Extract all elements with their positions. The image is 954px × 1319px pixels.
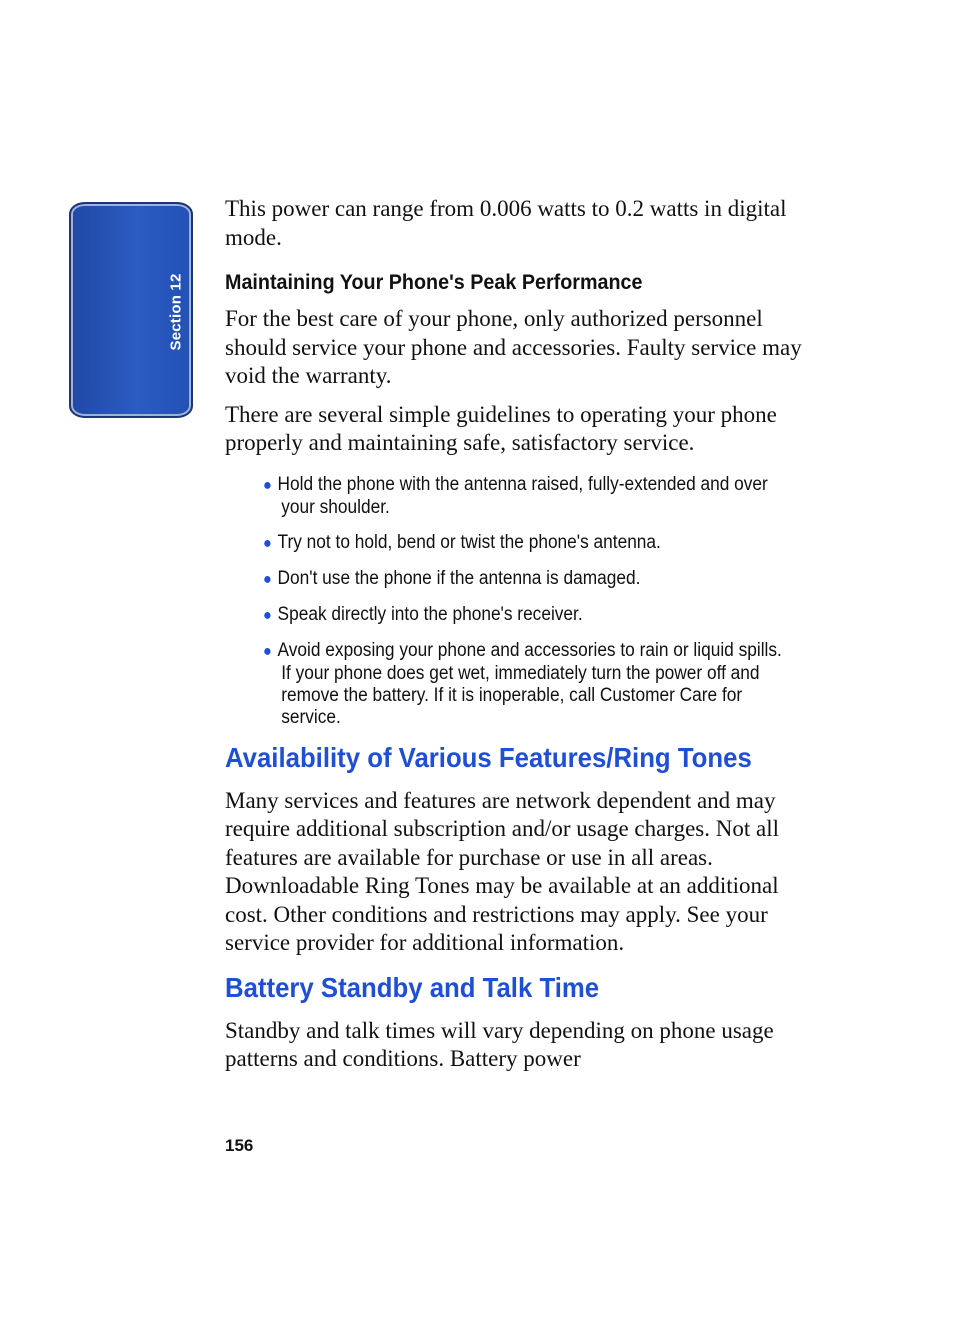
page-number: 156 xyxy=(225,1136,254,1155)
bullet-icon: ● xyxy=(263,534,272,552)
list-item: ● Avoid exposing your phone and accessories to rain or liquid spills. If your phone does get wet, immediately turn the power off and remove the battery. If it is inoperable, call Customer Care for service. xyxy=(263,639,782,728)
guidelines-list xyxy=(225,474,805,729)
availability-paragraph: Many services and features are network dependent and may require additional subscription and/or usage charges. Not all features are available for purchase or use in all areas. Downloadable Ring Tones may be available at an additional cost. Other conditions and restrictions may apply. See your service provider for additional information. xyxy=(225,787,779,955)
list-item: ● Don't use the phone if the antenna is damaged. xyxy=(263,567,641,589)
intro-paragraph: This power can range from 0.006 watts to 0.2 watts in digital mode. xyxy=(225,196,787,250)
bullet-icon: ● xyxy=(263,570,272,588)
list-item: ● Try not to hold, bend or twist the phone's antenna. xyxy=(263,531,661,553)
list-item: ● Hold the phone with the antenna raised, fully-extended and over your shoulder. xyxy=(263,473,768,518)
availability-heading: Availability of Various Features/Ring Tones xyxy=(225,741,752,773)
list-item: ● Speak directly into the phone's receiver. xyxy=(263,603,583,625)
maintaining-paragraph-1: For the best care of your phone, only authorized personnel should service your phone and accessories. Faulty service may void the warranty. xyxy=(225,306,802,388)
maintaining-heading: Maintaining Your Phone's Peak Performance xyxy=(225,271,643,294)
section-tab-label: Section 12 xyxy=(167,273,185,351)
bullet-icon: ● xyxy=(263,642,272,660)
page-content xyxy=(225,195,805,1074)
maintaining-paragraph-2: There are several simple guidelines to operating your phone properly and maintaining safe, satisfactory service. xyxy=(225,401,777,455)
bullet-icon: ● xyxy=(263,606,272,624)
battery-paragraph: Standby and talk times will vary depending on phone usage patterns and conditions. Battery power xyxy=(225,1017,774,1071)
bullet-icon: ● xyxy=(263,476,272,494)
battery-heading: Battery Standby and Talk Time xyxy=(225,971,600,1003)
